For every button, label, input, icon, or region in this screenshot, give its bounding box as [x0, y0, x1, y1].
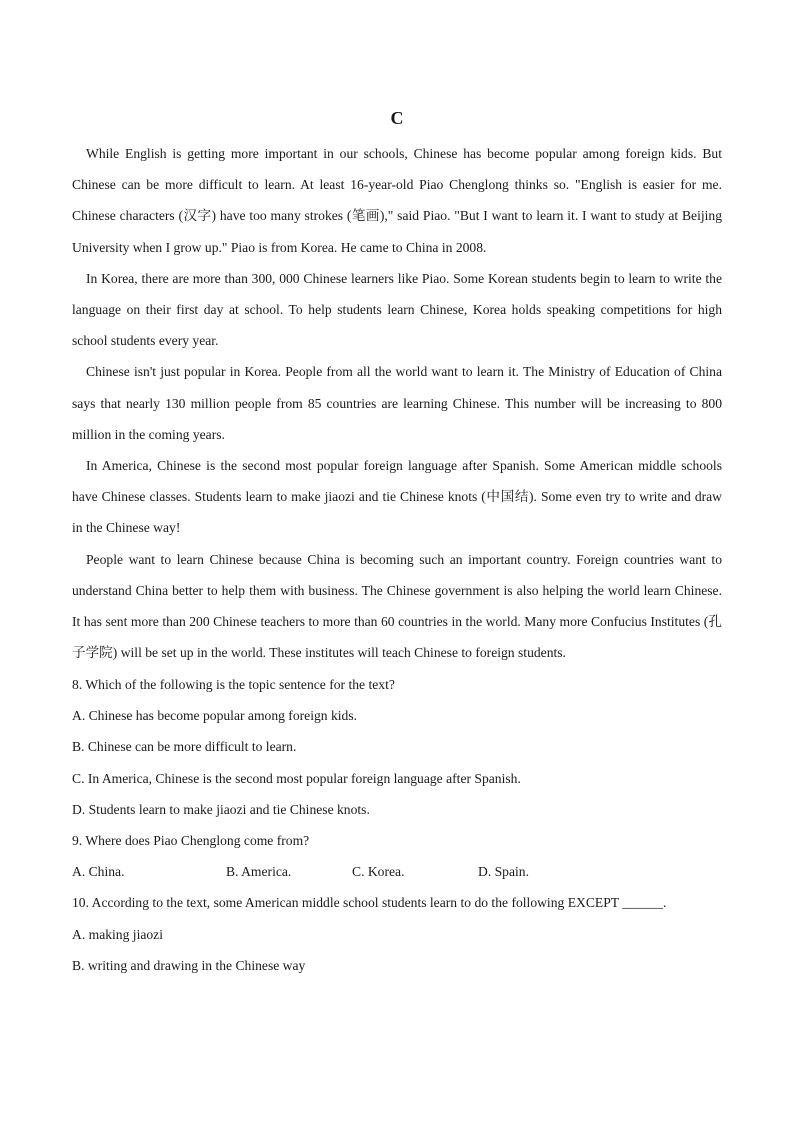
question-8-option-a: A. Chinese has become popular among foreign kids.: [72, 708, 358, 724]
passage-paragraph-2: In Korea, there are more than 300, 000 Chinese learners like Piao. Some Korean students begin to learn to write the language on their first day at school. To help students learn Chinese, Korea holds speaking competitions for high school students every year.: [72, 270, 722, 349]
question-9-stem: 9. Where does Piao Chenglong come from?: [72, 833, 310, 849]
question-10-option-b: B. writing and drawing in the Chinese way: [72, 957, 306, 973]
passage-paragraph-1: While English is getting more important in our schools, Chinese has become popular among foreign kids. But Chinese can be more difficult to learn. At least 16-year-old Piao Chenglong thinks so. "English is easier for me. Chinese characters (汉字) have too many strokes (笔画)," said Piao. "But I want to learn it. I want to study at Beijing University when I grow up." Piao is from Korea. He came to China in 2008.: [72, 146, 722, 255]
question-8-stem: 8. Which of the following is the topic sentence for the text?: [72, 677, 395, 692]
question-9-options: [72, 856, 722, 887]
question-9-option-c: C. Korea.: [352, 864, 405, 880]
question-8-option-c: C. In America, Chinese is the second most popular foreign language after Spanish.: [72, 770, 521, 786]
question-10-option-a: A. making jiaozi: [72, 926, 163, 942]
section-title: C: [390, 108, 404, 128]
question-8-option-b: B. Chinese can be more difficult to learn.: [72, 739, 297, 755]
questions-section: [72, 669, 722, 981]
question-8-option-d: D. Students learn to make jiaozi and tie Chinese knots.: [72, 801, 370, 817]
question-10-stem: 10. According to the text, some American middle school students learn to do the following EXCEPT ______.: [72, 895, 667, 911]
question-9: [72, 825, 722, 887]
reading-passage: [72, 138, 722, 668]
passage-paragraph-3: Chinese isn't just popular in Korea. People from all the world want to learn it. The Ministry of Education of China says that nearly 130 million people from 85 countries are learning Chinese. This number will be increasing to 800 million in the coming years.: [72, 364, 722, 442]
question-9-option-d: D. Spain.: [478, 864, 529, 880]
question-9-option-a: A. China.: [72, 864, 125, 880]
passage-paragraph-5: People want to learn Chinese because China is becoming such an important country. Foreign countries want to understand China better to help them with business. The Chinese government is also helping the world learn Chinese. It has sent more than 200 Chinese teachers to more than 60 countries in the world. Many more Confucius Institutes (孔子学院) will be set up in the world. These institutes will teach Chinese to foreign students.: [72, 551, 722, 661]
question-10: [72, 887, 722, 981]
question-9-option-b: B. America.: [226, 864, 292, 880]
question-8: [72, 669, 722, 825]
passage-paragraph-4: In America, Chinese is the second most popular foreign language after Spanish. Some American middle schools have Chinese classes. Students learn to make jiaozi and tie Chinese knots (中国结). Some even try to write and draw in the Chinese way!: [72, 458, 722, 536]
